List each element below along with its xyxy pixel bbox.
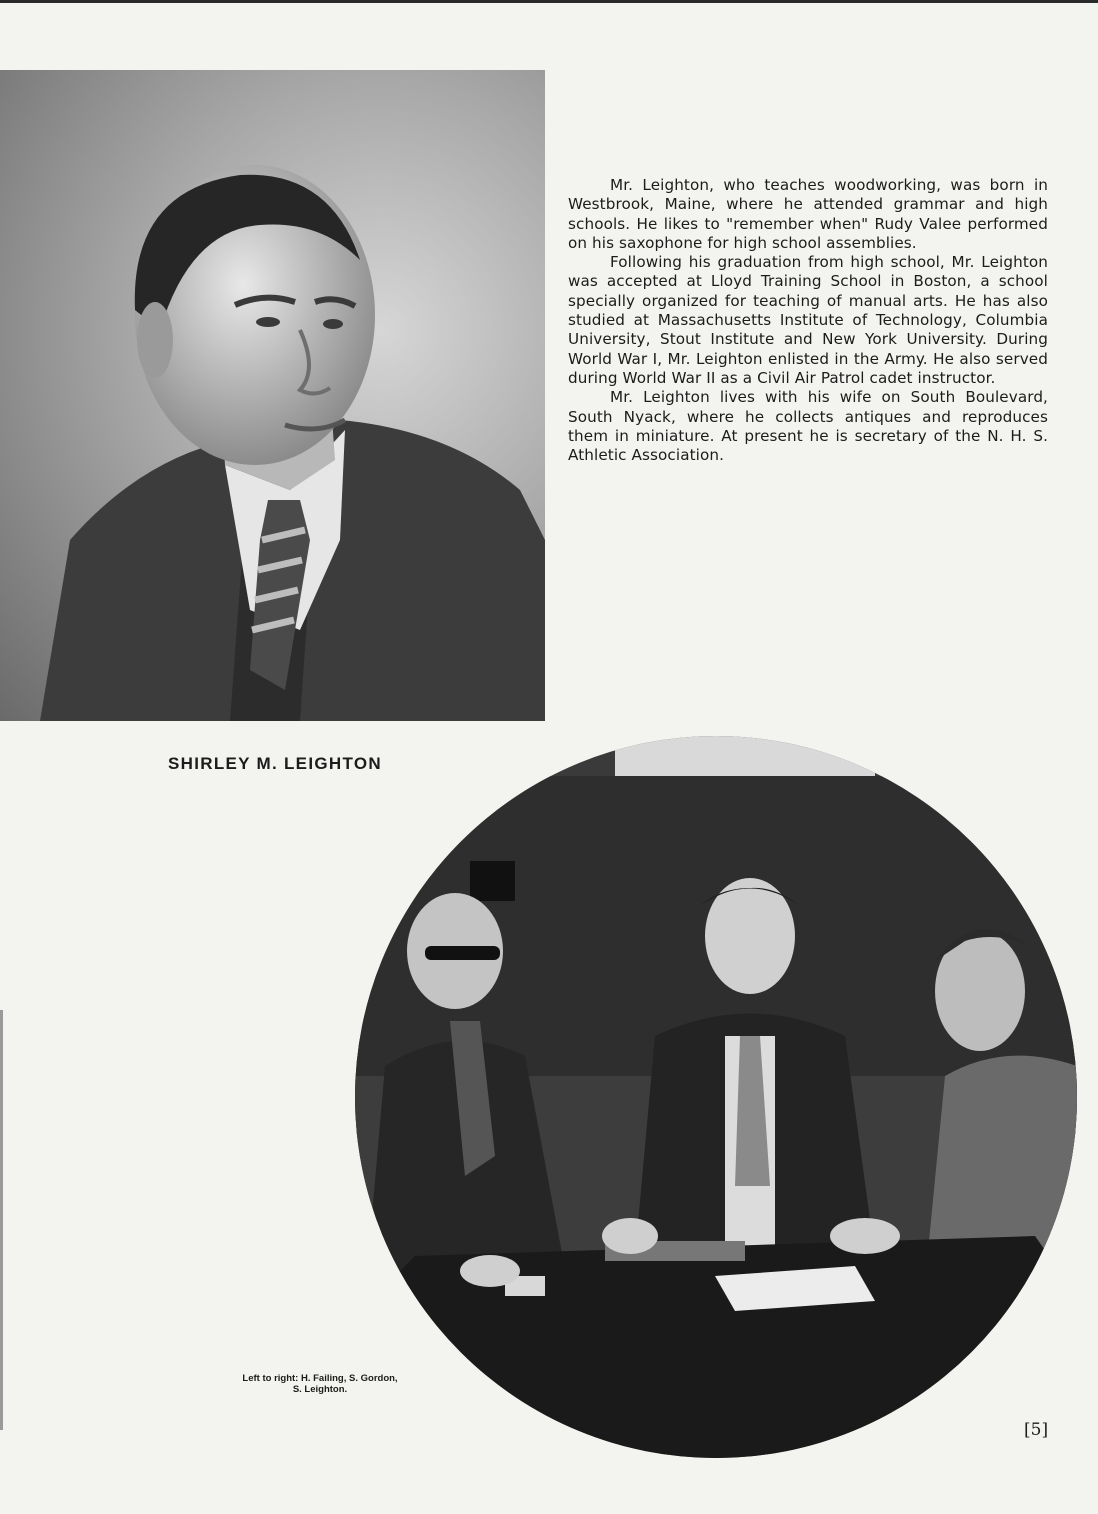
biography-text: [568, 176, 1048, 465]
group-photo-caption: [200, 1373, 440, 1395]
left-edge-rule: [0, 1010, 3, 1430]
portrait-photo: [0, 70, 545, 721]
top-rule: [0, 0, 1098, 3]
page-number: [5]: [1024, 1420, 1049, 1440]
group-photo: [355, 736, 1077, 1458]
bio-paragraph: Following his graduation from high school, Mr. Leighton was accepted at Lloyd Training School in Boston, a school specially organized for teaching of manual arts. He has also studied at Massachusetts Institute of Technology, Columbia University, Stout Institute and New York University. During World War I, Mr. Leighton enlisted in the Army. He also served during World War II as a Civil Air Patrol cadet instructor.: [568, 253, 1048, 387]
bio-paragraph: Mr. Leighton, who teaches woodworking, was born in Westbrook, Maine, where he attended grammar and high schools. He likes to "remember when" Rudy Valee performed on his saxophone for high school assemblies.: [568, 176, 1048, 252]
bio-paragraph: Mr. Leighton lives with his wife on South Boulevard, South Nyack, where he collects antiques and reproduces them in miniature. At present he is secretary of the N. H. S. Athletic Association.: [568, 388, 1048, 465]
caption-line: S. Leighton.: [292, 1384, 348, 1395]
portrait-name-label: SHIRLEY M. LEIGHTON: [168, 754, 382, 773]
caption-line: Left to right: H. Failing, S. Gordon,: [242, 1373, 398, 1384]
